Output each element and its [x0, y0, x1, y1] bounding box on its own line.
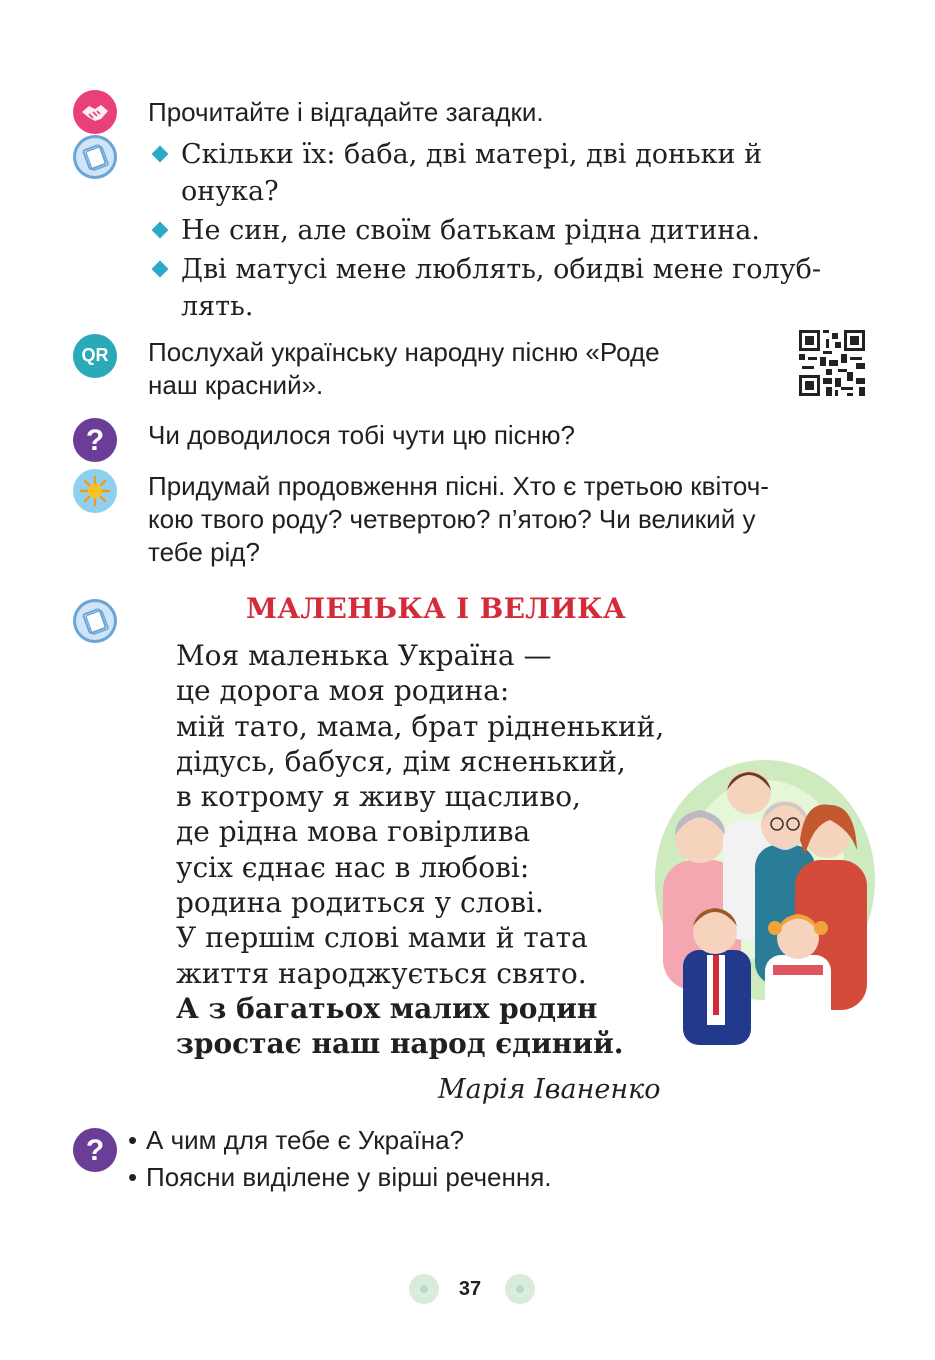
riddle-text: лять. [181, 291, 254, 322]
poem-line-bold: зростає наш народ єдиний. [176, 1027, 624, 1061]
poem-line: Моя маленька Україна — [176, 639, 552, 672]
creative-task-line: тебе рід? [148, 537, 260, 567]
list-item [152, 212, 872, 249]
qr-badge-icon [73, 334, 117, 378]
creative-task-text [148, 470, 870, 569]
question-icon [73, 1128, 117, 1172]
qr-task-line: Послухай українську народну пісню «Роде [148, 337, 660, 367]
ornament-icon [409, 1274, 439, 1304]
bullet: • [128, 1125, 138, 1155]
poem-line: мій тато, мама, брат рідненький, [176, 709, 665, 743]
question-text: А чим для тебе є Україна? [146, 1125, 465, 1155]
svg-text:?: ? [85, 424, 105, 457]
riddle-text: Скільки їх: баба, дві матері, дві доньки й [181, 139, 763, 170]
diamond-bullet-icon [152, 146, 169, 163]
svg-text:?: ? [85, 1134, 105, 1167]
poem-line: дідусь, бабуся, дім ясненький, [176, 744, 626, 778]
qr-task-line: наш красний». [148, 370, 324, 400]
poem-title: МАЛЕНЬКА І ВЕЛИКА [246, 592, 626, 625]
qr-code-icon[interactable] [799, 330, 865, 396]
list-item [128, 1159, 552, 1196]
riddle-text: онука? [181, 176, 279, 207]
riddle-text: Дві матусі мене люблять, обидві мене голуб- [181, 254, 821, 285]
poem-line: життя народжується свято. [176, 956, 587, 990]
list-item [152, 136, 872, 210]
poem-line: де рідна мова говірлива [176, 815, 531, 849]
creative-task-line: кою твого роду? четвертою? п’ятою? Чи великий у [148, 504, 756, 534]
poem-line: в котрому я живу щасливо, [176, 780, 581, 814]
list-item [152, 251, 872, 325]
handshake-icon [73, 90, 117, 134]
question-icon [73, 418, 117, 462]
diamond-bullet-icon [152, 222, 169, 239]
poem-author: Марія Іваненко [438, 1074, 661, 1105]
poem-line: усіх єднає нас в любові: [176, 850, 530, 884]
creative-task-line: Придумай продовження пісні. Хто є третьою квіточ- [148, 471, 769, 501]
page-number: 37 [458, 1278, 482, 1300]
poem-line-bold: А з багатьох малих родин [176, 991, 598, 1025]
family-illustration [655, 760, 875, 1045]
riddle-text: Не син, але своїм батькам рідна дитина. [181, 215, 760, 246]
list-item [128, 1122, 552, 1159]
qr-task-text [148, 336, 778, 402]
question-text: Чи доводилося тобі чути цю пісню? [148, 420, 575, 450]
poem-body [176, 638, 664, 1062]
book-icon [73, 135, 117, 179]
sun-icon [73, 469, 117, 513]
riddle-list [152, 136, 872, 327]
bullet: • [128, 1162, 138, 1192]
poem-line: родина родиться у слові. [176, 886, 544, 920]
intro-text: Прочитайте і відгадайте загадки. [148, 97, 544, 127]
diamond-bullet-icon [152, 261, 169, 278]
poem-line: У першім слові мами й тата [176, 921, 588, 955]
final-questions [128, 1122, 552, 1196]
book-icon [73, 599, 117, 643]
ornament-icon [505, 1274, 535, 1304]
qr-badge-label: QR [81, 345, 109, 365]
question-text: Поясни виділене у вірші речення. [146, 1162, 552, 1192]
poem-line: це дорога моя родина: [176, 674, 510, 708]
